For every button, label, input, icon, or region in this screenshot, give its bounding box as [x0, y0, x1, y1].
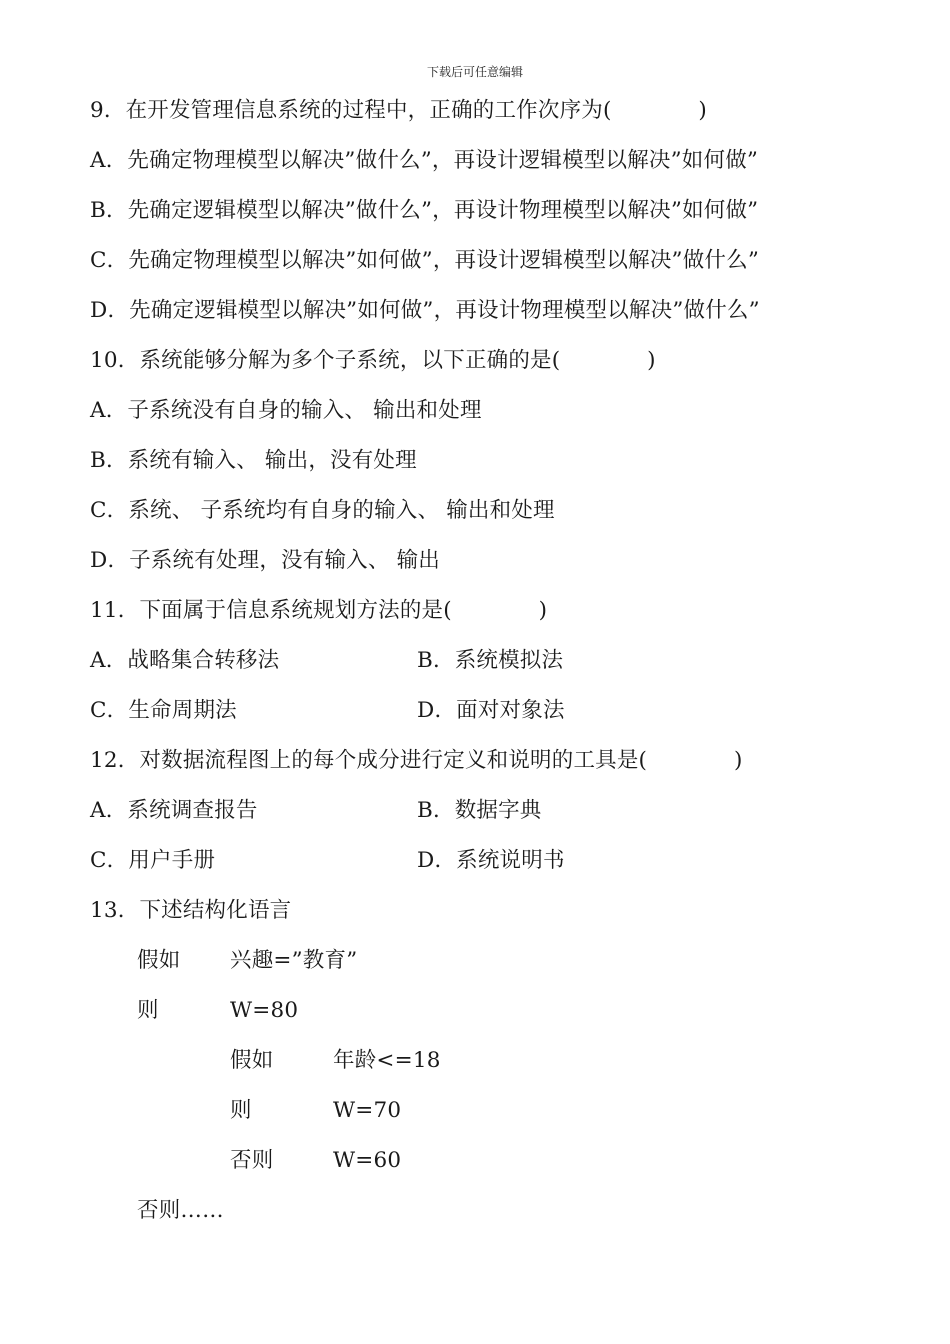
code-then-value: W=80 [230, 998, 299, 1023]
question-9-stem: 9．在开发管理信息系统的过程中，正确的工作次序为( ) [90, 98, 707, 123]
code-nested-else-keyword: 否则 [230, 1148, 274, 1173]
question-10-stem: 10．系统能够分解为多个子系统，以下正确的是( ) [90, 348, 656, 373]
code-nested-then-keyword: 则 [230, 1098, 252, 1123]
code-nested-else-value: W=60 [333, 1148, 402, 1173]
question-10-option-c: C．系统、 子系统均有自身的输入、 输出和处理 [90, 498, 555, 523]
code-nested-then-value: W=70 [333, 1098, 402, 1123]
question-11-option-c: C．生命周期法 [90, 698, 237, 723]
question-11-stem: 11．下面属于信息系统规划方法的是( ) [90, 598, 548, 623]
question-9-option-b: B．先确定逻辑模型以解决”做什么”，再设计物理模型以解决”如何做” [90, 198, 759, 223]
question-9-option-c: C．先确定物理模型以解决”如何做”，再设计逻辑模型以解决”做什么” [90, 248, 760, 273]
question-13-stem: 13．下述结构化语言 [90, 898, 292, 923]
question-12-stem: 12．对数据流程图上的每个成分进行定义和说明的工具是( ) [90, 748, 743, 773]
code-then-keyword: 则 [137, 998, 159, 1023]
question-12-option-d: D．系统说明书 [417, 848, 565, 873]
code-nested-if-keyword: 假如 [230, 1048, 274, 1073]
question-9-option-d: D．先确定逻辑模型以解决”如何做”，再设计物理模型以解决”做什么” [90, 298, 760, 323]
question-10-option-d: D．子系统有处理，没有输入、 输出 [90, 548, 440, 573]
question-12-option-b: B．数据字典 [417, 798, 542, 823]
question-9-option-a: A．先确定物理模型以解决”做什么”，再设计逻辑模型以解决”如何做” [90, 148, 759, 173]
code-if-condition: 兴趣=”教育” [230, 948, 358, 973]
code-nested-if-condition: 年龄<=18 [333, 1048, 441, 1073]
question-12-option-a: A．系统调查报告 [90, 798, 258, 823]
question-11-option-d: D．面对对象法 [417, 698, 565, 723]
page-header: 下载后可任意编辑 [426, 65, 523, 79]
code-else-line: 否则…… [137, 1198, 224, 1223]
question-11-option-b: B．系统模拟法 [417, 648, 564, 673]
question-10-option-a: A．子系统没有自身的输入、 输出和处理 [90, 398, 482, 423]
question-11-option-a: A．战略集合转移法 [90, 648, 280, 673]
question-12-option-c: C．用户手册 [90, 848, 216, 873]
code-if-keyword: 假如 [137, 948, 181, 973]
question-10-option-b: B．系统有输入、 输出，没有处理 [90, 448, 417, 473]
